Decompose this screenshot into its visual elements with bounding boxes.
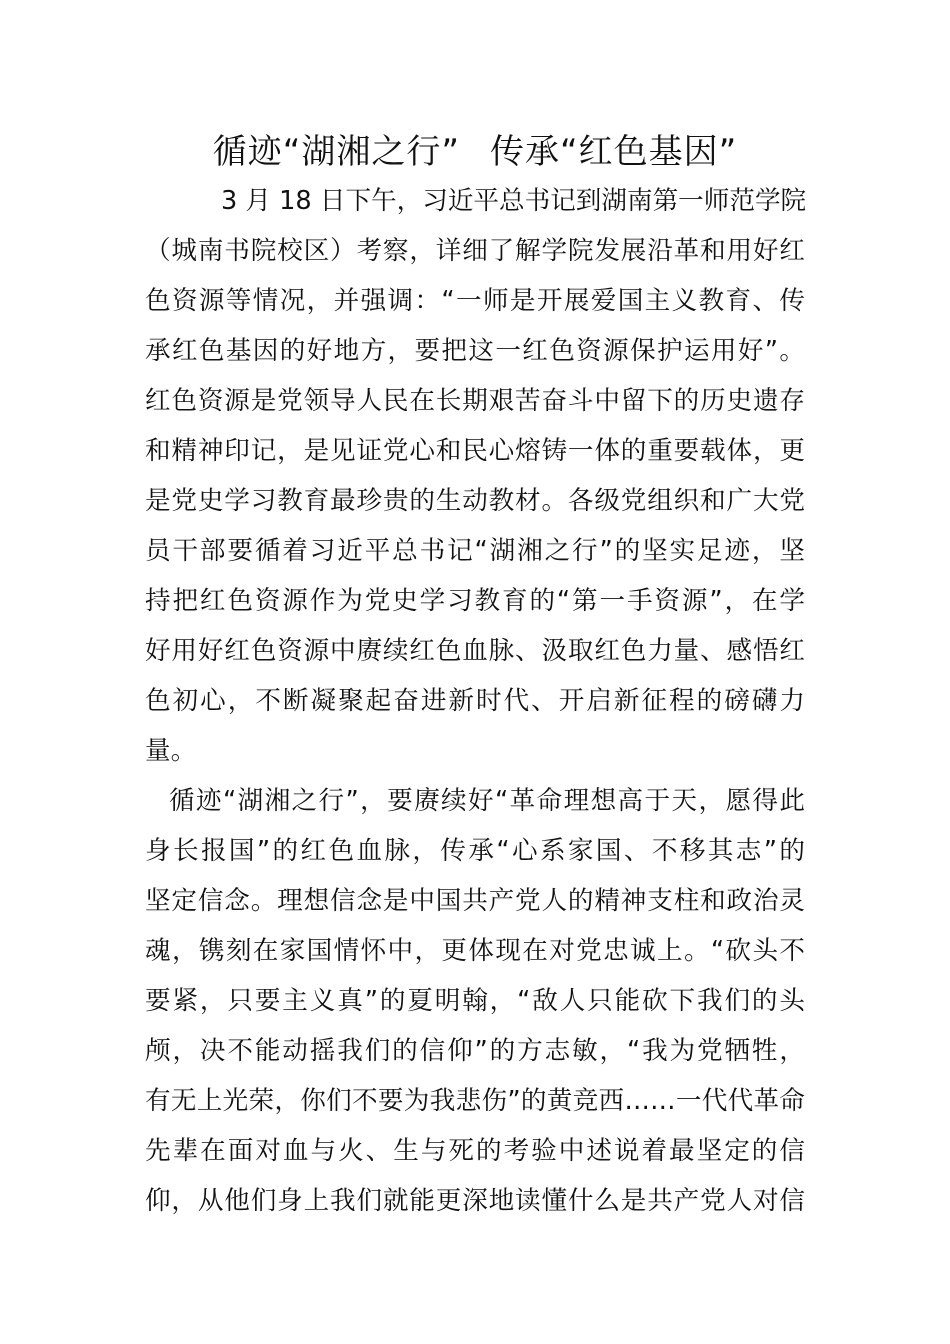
paragraph-line: 是党史学习教育最珍贵的生动教材。各级党组织和广大党 bbox=[145, 486, 805, 516]
paragraph-line: 色资源等情况，并强调：“一师是开展爱国主义教育、传 bbox=[145, 286, 805, 316]
paragraph-line: 员干部要循着习近平总书记“湖湘之行”的坚实足迹，坚 bbox=[145, 536, 805, 566]
title-part-1: 循迹“湖湘之行” bbox=[212, 132, 460, 172]
paragraph-line: 颅，决不能动摇我们的信仰”的方志敏，“我为党牺牲， bbox=[145, 1036, 805, 1066]
paragraph-line: 3 月 18 日下午，习近平总书记到湖南第一师范学院 bbox=[221, 186, 807, 216]
document-title bbox=[145, 124, 805, 180]
paragraph-line: 承红色基因的好地方，要把这一红色资源保护运用好”。 bbox=[145, 336, 805, 366]
paragraph-line: 色初心，不断凝聚起奋进新时代、开启新征程的磅礴力 bbox=[145, 686, 805, 716]
paragraph-line: 和精神印记，是见证党心和民心熔铸一体的重要载体，更 bbox=[145, 436, 805, 466]
paragraph-2 bbox=[145, 776, 805, 1226]
paragraph-line: 好用好红色资源中赓续红色血脉、汲取红色力量、感悟红 bbox=[145, 636, 805, 666]
paragraph-line: 循迹“湖湘之行”，要赓续好“革命理想高于天，愿得此 bbox=[169, 786, 805, 816]
paragraph-line: 魂，镌刻在家国情怀中，更体现在对党忠诚上。“砍头不 bbox=[145, 936, 805, 966]
paragraph-line: 红色资源是党领导人民在长期艰苦奋斗中留下的历史遗存 bbox=[145, 386, 805, 416]
title-part-2: 传承“红色基因” bbox=[490, 132, 738, 172]
paragraph-line: （城南书院校区）考察，详细了解学院发展沿革和用好红 bbox=[145, 236, 805, 266]
paragraph-1 bbox=[145, 176, 805, 776]
paragraph-line: 有无上光荣，你们不要为我悲伤”的黄竞西……一代代革命 bbox=[145, 1086, 805, 1116]
paragraph-line: 要紧，只要主义真”的夏明翰，“敌人只能砍下我们的头 bbox=[145, 986, 805, 1016]
document-body bbox=[145, 176, 805, 1226]
paragraph-line: 身长报国”的红色血脉，传承“心系家国、不移其志”的 bbox=[145, 836, 805, 866]
paragraph-line: 坚定信念。理想信念是中国共产党人的精神支柱和政治灵 bbox=[145, 886, 805, 916]
paragraph-line: 先辈在面对血与火、生与死的考验中述说着最坚定的信 bbox=[145, 1136, 805, 1166]
paragraph-line: 仰，从他们身上我们就能更深地读懂什么是共产党人对信 bbox=[145, 1186, 805, 1216]
paragraph-line: 量。 bbox=[145, 736, 197, 766]
paragraph-line: 持把红色资源作为党史学习教育的“第一手资源”，在学 bbox=[145, 586, 805, 616]
